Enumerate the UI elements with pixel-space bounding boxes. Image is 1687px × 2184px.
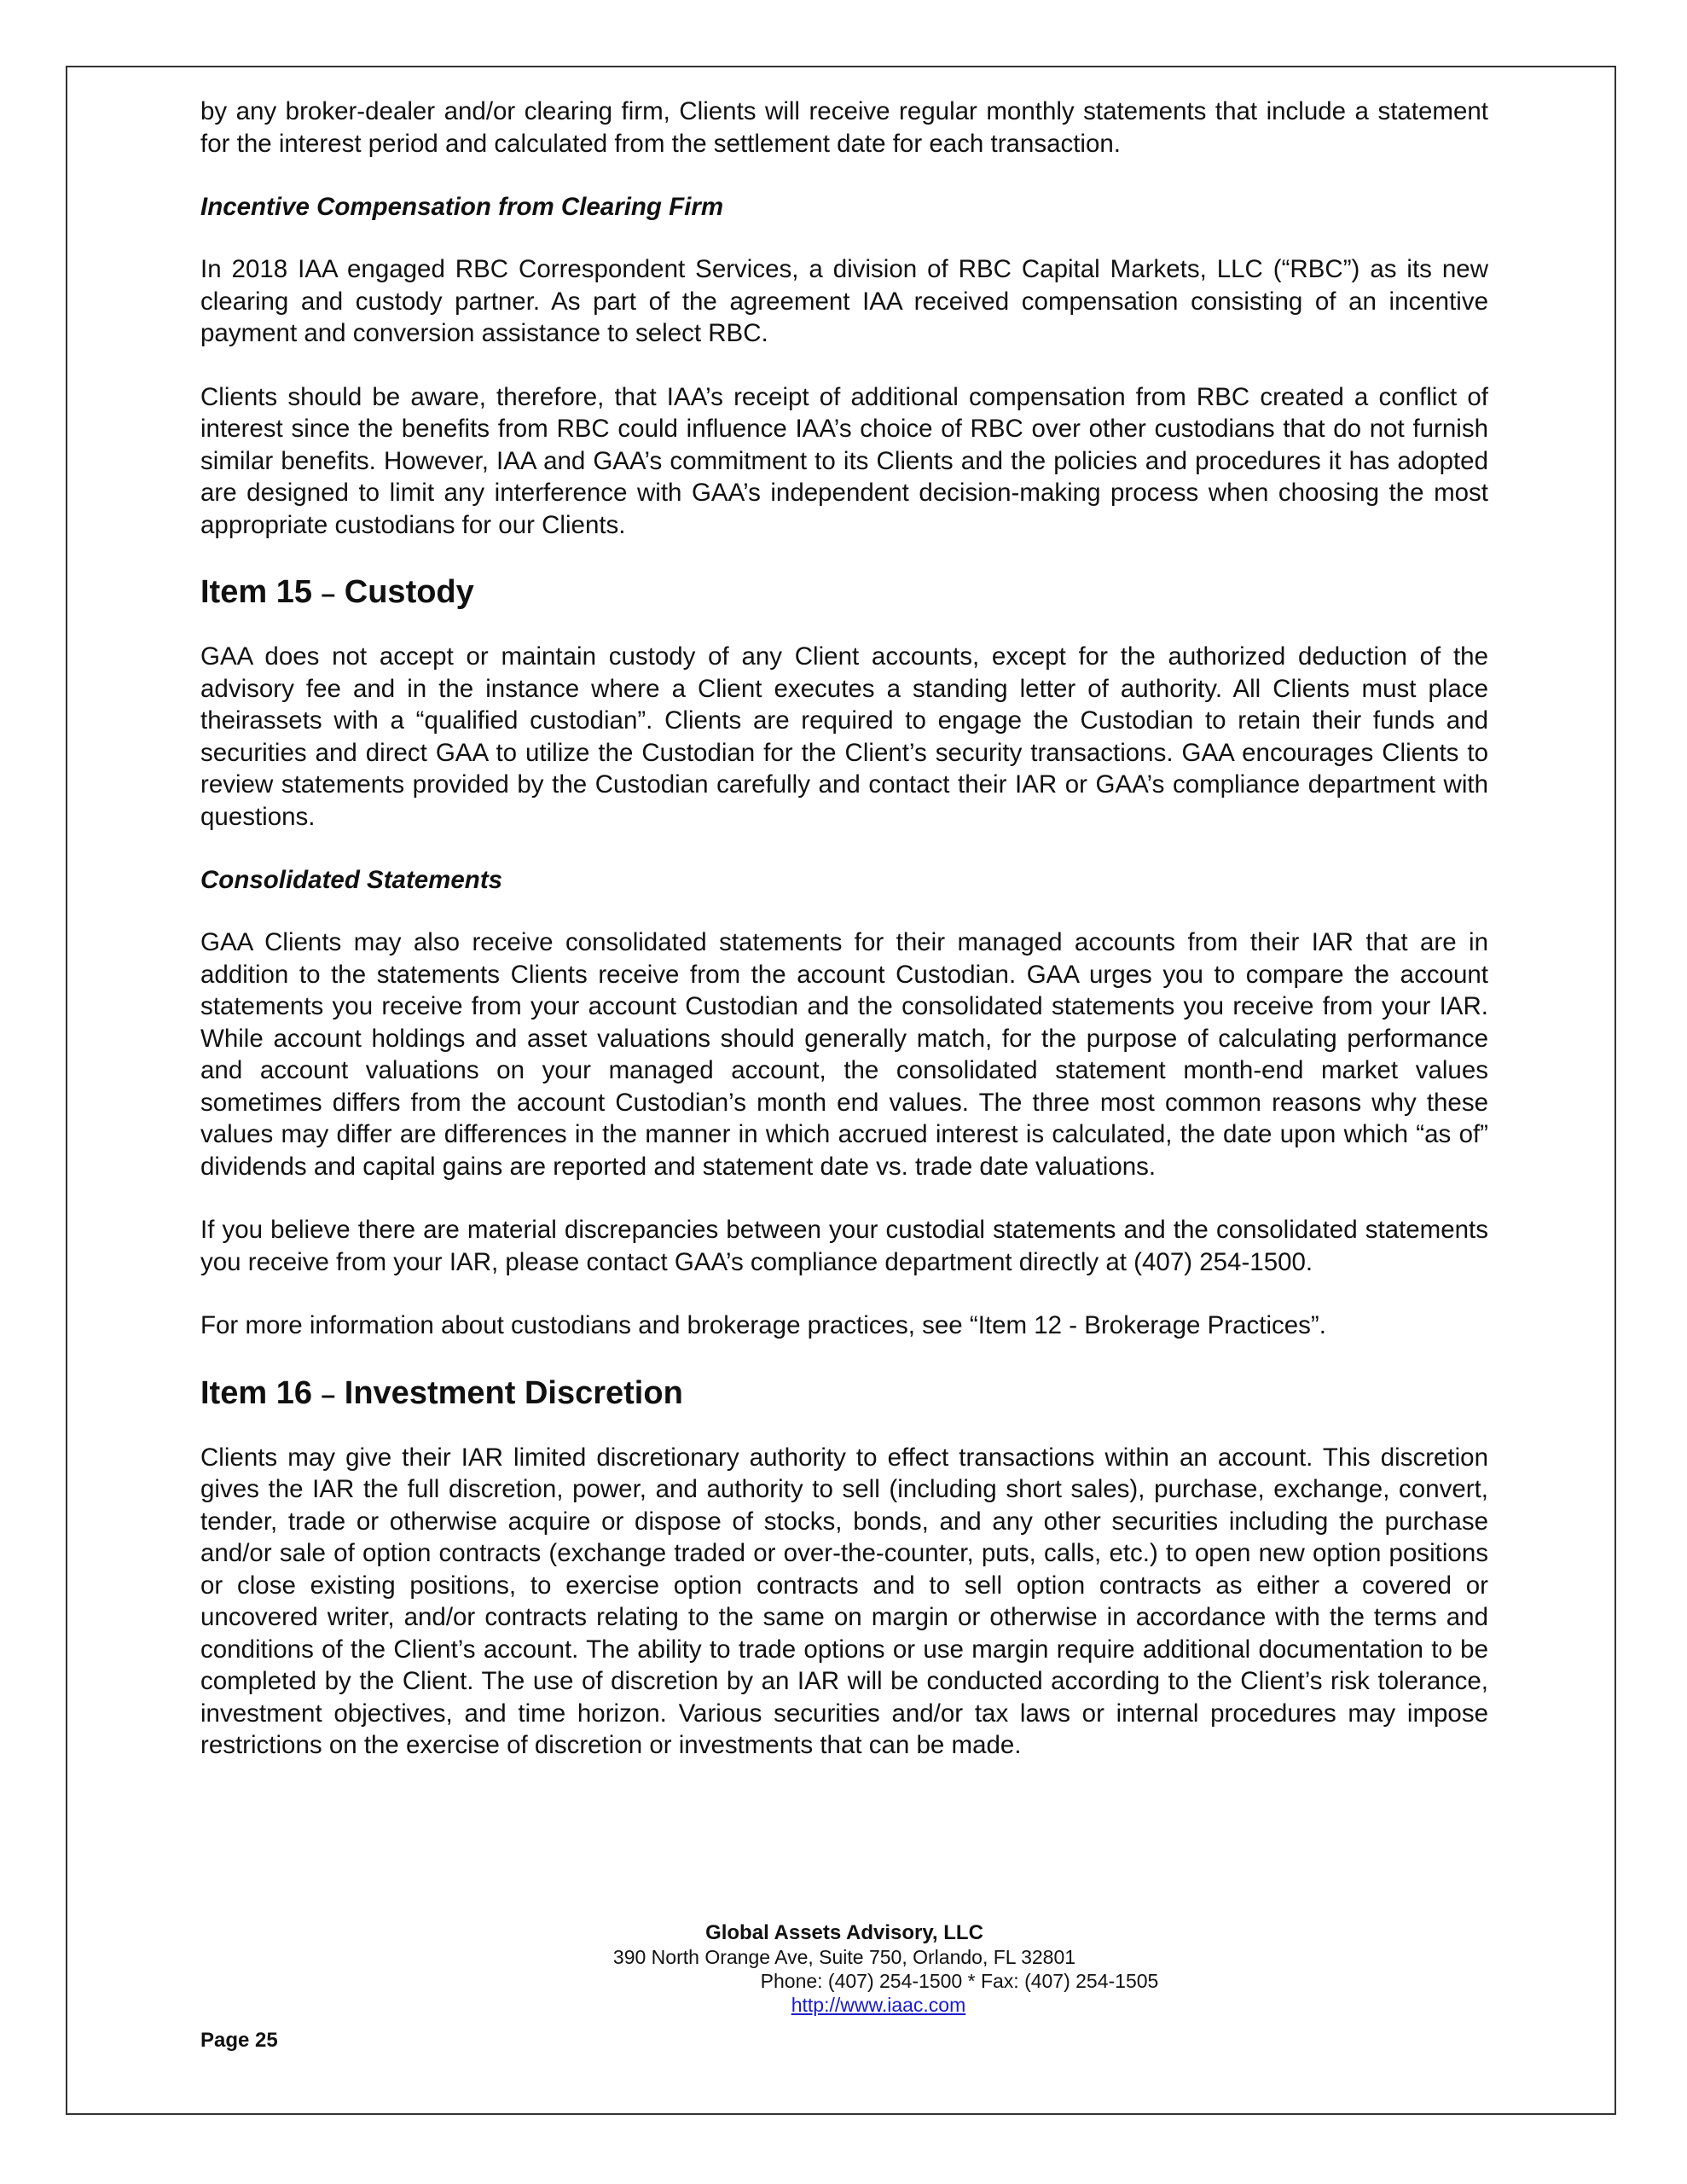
item-15-number: Item 15	[200, 574, 312, 610]
item-16-name: Investment Discretion	[344, 1374, 683, 1411]
page-footer	[200, 1921, 1488, 2017]
consolidated-statements-heading: Consolidated Statements	[200, 866, 503, 894]
footer-address: 390 North Orange Ave, Suite 750, Orlando, FL 32801	[612, 1946, 1076, 1968]
item-16-dash: –	[321, 1380, 336, 1409]
document-body	[200, 96, 1488, 1793]
footer-website-link[interactable]: http://www.iaac.com	[791, 1994, 966, 2016]
footer-company-name: Global Assets Advisory, LLC	[705, 1921, 983, 1944]
item-15-heading	[200, 572, 1488, 614]
item-16-number: Item 16	[200, 1374, 312, 1411]
discretion-paragraph-1: Clients may give their IAR limited discretionary authority to effect transactions within an account. This discretion gives the IAR the full discretion, power, and authority to sell (including short sales), purchase, exchange, convert, tender, trade or otherwise acquire or dispose of stocks, bonds, and any other securities including the purchase and/or sale of option contracts (exchange traded or over-the-counter, puts, calls, etc.) to open new option positions or close existing positions, to exercise option contracts and to sell option contracts as either a covered or uncovered writer, and/or contracts relating to the same on margin or otherwise in accordance with the terms and conditions of the Client’s account. The ability to trade options or use margin require additional documentation to be completed by the Client. The use of discretion by an IAR will be conducted according to the Client’s risk tolerance, investment objectives, and time horizon. Various securities and/or tax laws or internal procedures may impose restrictions on the exercise of discretion or investments that can be made.	[200, 1443, 1488, 1759]
item-16-heading	[200, 1374, 1488, 1415]
page-number: Page 25	[200, 2029, 278, 2052]
item-15-dash: –	[321, 580, 336, 608]
custody-paragraph-1: GAA does not accept or maintain custody of any Client accounts, except for the authorized deduction of the advisory fee and in the instance where a Client executes a standing letter of authority. All Clients must place theirassets with a “qualified custodian”. Clients are required to engage the Custodian to retain their funds and securities and direct GAA to utilize the Custodian for the Client’s security transactions. GAA encourages Clients to review statements provided by the Custodian carefully and contact their IAR or GAA’s compliance department with questions.	[200, 642, 1488, 831]
intro-paragraph: by any broker-dealer and/or clearing firm, Clients will receive regular monthly statements that include a statement for the interest period and calculated from the settlement date for each transaction.	[200, 97, 1488, 158]
consolidated-paragraph-1: GAA Clients may also receive consolidated statements for their managed accounts from their IAR that are in addition to the statements Clients receive from the account Custodian. GAA urges you to compare the account statements you receive from your account Custodian and the consolidated statements you receive from your IAR. While account holdings and asset valuations should generally match, for the purpose of calculating performance and account valuations on your managed account, the consolidated statement month-end market values sometimes differs from the account Custodian’s month end values. The three most common reasons why these values may differ are differences in the manner in which accrued interest is calculated, the date upon which “as of” dividends and capital gains are reported and statement date vs. trade date valuations.	[200, 928, 1488, 1181]
consolidated-paragraph-3: For more information about custodians and brokerage practices, see “Item 12 - Brokerage Practices”.	[200, 1311, 1326, 1339]
footer-phone: Phone: (407) 254-1500 * Fax: (407) 254-1505	[760, 1970, 1159, 1992]
item-15-name: Custody	[344, 574, 474, 610]
incentive-paragraph-2: Clients should be aware, therefore, that IAA’s receipt of additional compensation from RBC created a conflict of interest since the benefits from RBC could influence IAA’s choice of RBC over other custodians that do not furnish similar benefits. However, IAA and GAA’s commitment to its Clients and the policies and procedures it has adopted are designed to limit any interference with GAA’s independent decision-making process when choosing the most appropriate custodians for our Clients.	[200, 382, 1488, 539]
incentive-compensation-heading: Incentive Compensation from Clearing Firm	[200, 193, 724, 221]
incentive-paragraph-1: In 2018 IAA engaged RBC Correspondent Services, a division of RBC Capital Markets, LLC (“RBC”) as its new clearing and custody partner. As part of the agreement IAA received compensation consisting of an incentive payment and conversion assistance to select RBC.	[200, 255, 1488, 347]
consolidated-paragraph-2: If you believe there are material discrepancies between your custodial statements and the consolidated statements you receive from your IAR, please contact GAA’s compliance department directly at (407) 254-1500.	[200, 1216, 1488, 1276]
